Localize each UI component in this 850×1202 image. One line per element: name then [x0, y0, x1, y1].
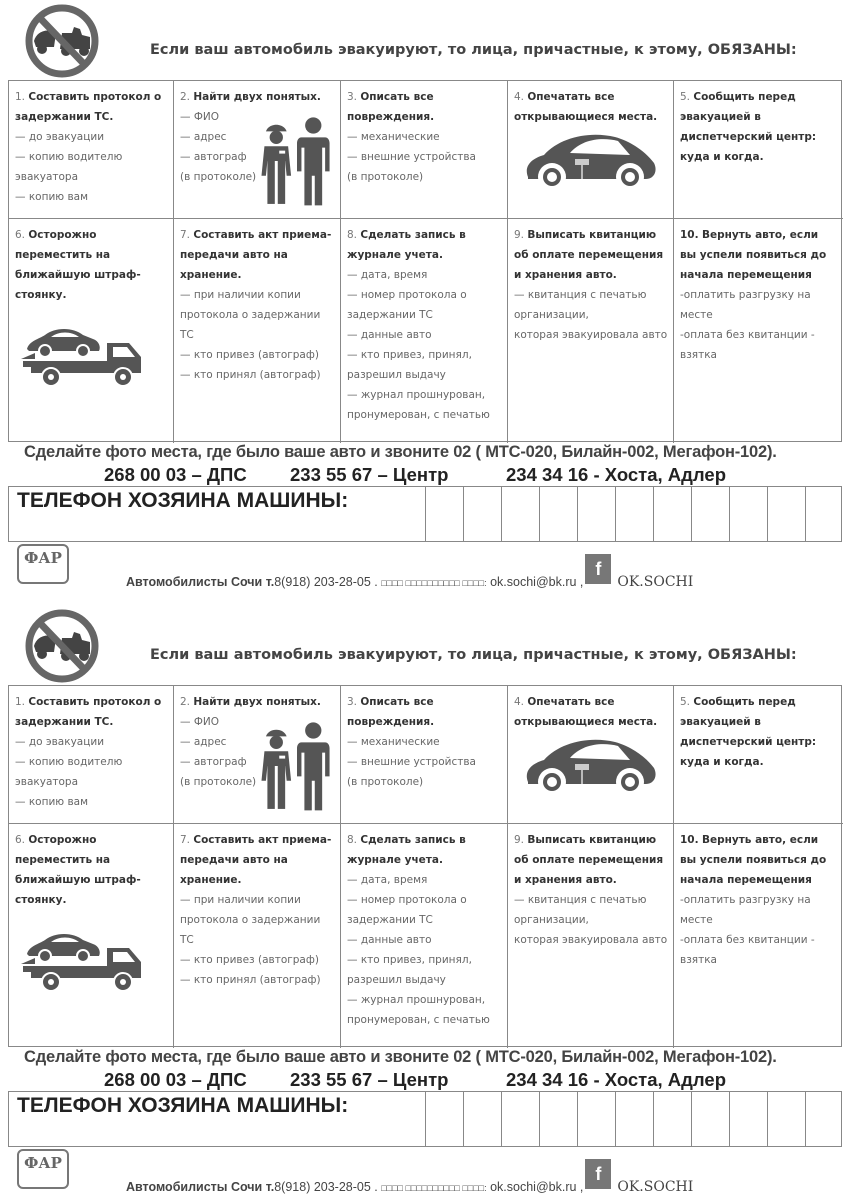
duty-number: 4.: [514, 91, 525, 103]
duty-number: 5.: [680, 696, 691, 708]
sealed-car-icon: [520, 732, 660, 803]
digit-box[interactable]: [425, 487, 463, 541]
digit-box[interactable]: [653, 1092, 691, 1146]
duty-detail: — адрес: [180, 131, 227, 143]
facebook-icon[interactable]: f: [585, 1159, 611, 1189]
duty-cell-10: [674, 219, 843, 443]
duty-detail: взятка: [680, 954, 717, 966]
duties-table: [8, 685, 842, 1047]
notice-block: [0, 0, 850, 597]
duty-detail: — кто привез, принял,: [347, 349, 472, 361]
tow-truck-icon: [21, 924, 146, 1001]
digit-box[interactable]: [729, 1092, 767, 1146]
duty-detail: — журнал прошнурован,: [347, 994, 486, 1006]
duty-detail: — номер протокола о: [347, 894, 467, 906]
duty-detail: которая эвакуировала авто: [514, 329, 668, 341]
duty-detail: — копию водителю: [15, 756, 123, 768]
duty-number: 2.: [180, 696, 191, 708]
notice-heading: Если ваш автомобиль эвакуируют, то лица, причастные, к этому, ОБЯЗАНЫ:: [150, 647, 797, 663]
duty-detail: -оплата без квитанции -: [680, 329, 815, 341]
duty-cell-5: [674, 81, 843, 219]
duty-cell-1: [9, 81, 174, 219]
digit-box[interactable]: [501, 1092, 539, 1146]
duty-title: Опечатать все открывающиеся места.: [514, 91, 658, 123]
duty-detail: — копию вам: [15, 796, 89, 808]
duty-number: 3.: [347, 696, 358, 708]
digit-box[interactable]: [463, 1092, 501, 1146]
notice-block: [0, 605, 850, 1202]
duty-detail: — автограф: [180, 151, 247, 163]
duty-detail: — данные авто: [347, 934, 432, 946]
duty-number: 1.: [15, 696, 26, 708]
duty-detail: — автограф: [180, 756, 247, 768]
duty-detail: разрешил выдачу: [347, 369, 446, 381]
duty-detail: разрешил выдачу: [347, 974, 446, 986]
footer-social[interactable]: OK.SOCHI: [617, 1179, 694, 1195]
duty-detail: — адрес: [180, 736, 227, 748]
duty-detail: — кто принял (автограф): [180, 974, 321, 986]
duty-detail: эвакуатора: [15, 171, 79, 183]
phone-khosta-adler: 234 34 16 - Хоста, Адлер: [506, 464, 727, 485]
digit-box[interactable]: [767, 1092, 805, 1146]
duty-detail: (в протоколе): [180, 171, 257, 183]
phone-center: 233 55 67 – Центр: [290, 1069, 449, 1090]
duty-title: Составить протокол о задержании ТС.: [15, 696, 162, 728]
digit-box[interactable]: [539, 1092, 577, 1146]
digit-box[interactable]: [577, 487, 615, 541]
footer-email[interactable]: ok.sochi@bk.ru ,: [490, 575, 584, 589]
duty-detail: — кто привез, принял,: [347, 954, 472, 966]
duty-detail: — кто принял (автограф): [180, 369, 321, 381]
duty-cell-4: [508, 686, 674, 824]
duty-detail: которая эвакуировала авто: [514, 934, 668, 946]
duty-detail: -оплатить разгрузку на: [680, 289, 811, 301]
duty-detail: — дата, время: [347, 269, 428, 281]
digit-box[interactable]: [577, 1092, 615, 1146]
duty-detail: — внешние устройства: [347, 756, 476, 768]
digit-box[interactable]: [691, 487, 729, 541]
duty-title: Осторожно переместить на ближайшую штраф-стоянку.: [15, 834, 141, 906]
duty-title: Составить акт приема-передачи авто на хранение.: [180, 834, 332, 886]
footer-garbled: □□□□ □□□□□□□□□□ □□□□:: [381, 1183, 487, 1193]
far-logo: ФАР: [17, 1149, 69, 1189]
duty-number: 8.: [347, 834, 358, 846]
duty-title: Сообщить перед эвакуацией в диспетчерский центр: куда и когда.: [680, 91, 817, 163]
digit-box[interactable]: [501, 487, 539, 541]
duty-detail: — ФИО: [180, 716, 219, 728]
digit-box[interactable]: [615, 1092, 653, 1146]
duty-detail: — при наличии копии: [180, 894, 301, 906]
duty-number: 4.: [514, 696, 525, 708]
duty-detail: протокола о задержании: [180, 914, 321, 926]
footer-garbled: □□□□ □□□□□□□□□□ □□□□:: [381, 578, 487, 588]
duty-cell-7: [174, 824, 341, 1048]
duty-title: Составить протокол о задержании ТС.: [15, 91, 162, 123]
no-towing-icon: [22, 3, 102, 79]
duty-cell-8: [341, 219, 508, 443]
duty-detail: месте: [680, 309, 713, 321]
digit-box[interactable]: [729, 487, 767, 541]
digit-box[interactable]: [805, 1092, 843, 1146]
duty-number: 10.: [680, 834, 699, 846]
digit-box[interactable]: [425, 1092, 463, 1146]
duty-number: 1.: [15, 91, 26, 103]
footer-email[interactable]: ok.sochi@bk.ru ,: [490, 1180, 584, 1194]
duty-detail: ТС: [180, 329, 194, 341]
notice-heading: Если ваш автомобиль эвакуируют, то лица, причастные, к этому, ОБЯЗАНЫ:: [150, 42, 797, 58]
duty-cell-7: [174, 219, 341, 443]
duty-detail: — внешние устройства: [347, 151, 476, 163]
phone-dps: 268 00 03 – ДПС: [104, 464, 247, 485]
duty-cell-9: [508, 219, 674, 443]
duty-number: 2.: [180, 91, 191, 103]
duty-cell-9: [508, 824, 674, 1048]
duty-number: 6.: [15, 834, 26, 846]
duty-detail: — кто привез (автограф): [180, 349, 319, 361]
duty-number: 8.: [347, 229, 358, 241]
duty-number: 3.: [347, 91, 358, 103]
digit-box[interactable]: [463, 487, 501, 541]
duty-detail: — при наличии копии: [180, 289, 301, 301]
duty-title: Выписать квитанцию об оплате перемещения и хранения авто.: [514, 229, 664, 281]
footer-phone: 8(918) 203-28-05 .: [274, 1180, 378, 1194]
duty-cell-2: [174, 686, 341, 824]
duty-detail: — данные авто: [347, 329, 432, 341]
duty-detail: пронумерован, с печатью: [347, 409, 490, 421]
duty-detail: ТС: [180, 934, 194, 946]
duty-title: Вернуть авто, если вы успели появиться до начала перемещения: [680, 229, 827, 281]
digit-box[interactable]: [691, 1092, 729, 1146]
duty-title: Описать все повреждения.: [347, 696, 435, 728]
facebook-icon[interactable]: f: [585, 554, 611, 584]
duty-detail: организации,: [514, 309, 589, 321]
sealed-car-icon: [520, 127, 660, 198]
footer-org: Автомобилисты Сочи т.: [126, 1180, 275, 1194]
duty-number: 9.: [514, 834, 525, 846]
duty-cell-4: [508, 81, 674, 219]
duty-detail: — дата, время: [347, 874, 428, 886]
duty-title: Сделать запись в журнале учета.: [347, 229, 466, 261]
phone-khosta-adler: 234 34 16 - Хоста, Адлер: [506, 1069, 727, 1090]
duty-number: 6.: [15, 229, 26, 241]
phone-center: 233 55 67 – Центр: [290, 464, 449, 485]
photo-note: Сделайте фото места, где было ваше авто и звоните 02 ( МТС-020, Билайн-002, Мегафон-102).: [24, 443, 777, 461]
duty-detail: -оплата без квитанции -: [680, 934, 815, 946]
digit-box[interactable]: [653, 487, 691, 541]
duty-title: Сообщить перед эвакуацией в диспетчерский центр: куда и когда.: [680, 696, 817, 768]
duty-number: 7.: [180, 229, 191, 241]
duty-number: 5.: [680, 91, 691, 103]
duty-detail: протокола о задержании: [180, 309, 321, 321]
duty-detail: — квитанция с печатью: [514, 289, 647, 301]
duty-detail: (в протоколе): [180, 776, 257, 788]
duty-detail: — копию водителю: [15, 151, 123, 163]
duty-title: Составить акт приема-передачи авто на хранение.: [180, 229, 332, 281]
duty-detail: (в протоколе): [347, 776, 424, 788]
duty-detail: — номер протокола о: [347, 289, 467, 301]
no-towing-icon: [22, 608, 102, 684]
duty-detail: — кто привез (автограф): [180, 954, 319, 966]
duty-detail: — копию вам: [15, 191, 89, 203]
duty-detail: задержании ТС: [347, 914, 433, 926]
footer-social[interactable]: OK.SOCHI: [617, 574, 694, 590]
duty-number: 10.: [680, 229, 699, 241]
tow-truck-icon: [21, 319, 146, 396]
duty-detail: (в протоколе): [347, 171, 424, 183]
duty-cell-6: [9, 219, 174, 443]
duty-title: Описать все повреждения.: [347, 91, 435, 123]
digit-box[interactable]: [767, 487, 805, 541]
duty-cell-10: [674, 824, 843, 1048]
duty-detail: организации,: [514, 914, 589, 926]
duty-detail: — до эвакуации: [15, 131, 105, 143]
photo-note: Сделайте фото места, где было ваше авто и звоните 02 ( МТС-020, Билайн-002, Мегафон-102).: [24, 1048, 777, 1066]
duty-detail: взятка: [680, 349, 717, 361]
duty-detail: — механические: [347, 736, 440, 748]
duty-detail: — квитанция с печатью: [514, 894, 647, 906]
duty-title: Найти двух понятых.: [193, 696, 321, 708]
duty-cell-1: [9, 686, 174, 824]
duty-title: Выписать квитанцию об оплате перемещения и хранения авто.: [514, 834, 664, 886]
duty-detail: — ФИО: [180, 111, 219, 123]
footer-phone: 8(918) 203-28-05 .: [274, 575, 378, 589]
duty-title: Сделать запись в журнале учета.: [347, 834, 466, 866]
duty-cell-2: [174, 81, 341, 219]
duty-detail: — до эвакуации: [15, 736, 105, 748]
duty-detail: задержании ТС: [347, 309, 433, 321]
duty-number: 9.: [514, 229, 525, 241]
duty-title: Опечатать все открывающиеся места.: [514, 696, 658, 728]
footer-org: Автомобилисты Сочи т.: [126, 575, 275, 589]
footer-contacts: [126, 560, 693, 590]
duty-title: Найти двух понятых.: [193, 91, 321, 103]
owner-phone-label: ТЕЛЕФОН ХОЗЯИНА МАШИНЫ:: [17, 1094, 349, 1117]
duty-cell-8: [341, 824, 508, 1048]
duty-title: Вернуть авто, если вы успели появиться до начала перемещения: [680, 834, 827, 886]
duty-cell-5: [674, 686, 843, 824]
duty-number: 7.: [180, 834, 191, 846]
duty-detail: эвакуатора: [15, 776, 79, 788]
owner-phone-label: ТЕЛЕФОН ХОЗЯИНА МАШИНЫ:: [17, 489, 349, 512]
phone-dps: 268 00 03 – ДПС: [104, 1069, 247, 1090]
duties-table: [8, 80, 842, 442]
duty-detail: месте: [680, 914, 713, 926]
digit-box[interactable]: [539, 487, 577, 541]
duty-detail: — механические: [347, 131, 440, 143]
digit-box[interactable]: [805, 487, 843, 541]
digit-box[interactable]: [615, 487, 653, 541]
duty-detail: — журнал прошнурован,: [347, 389, 486, 401]
far-logo: ФАР: [17, 544, 69, 584]
duty-cell-3: [341, 81, 508, 219]
footer-contacts: [126, 1165, 693, 1195]
owner-phone-field[interactable]: [8, 1091, 842, 1147]
duty-title: Осторожно переместить на ближайшую штраф-стоянку.: [15, 229, 141, 301]
duty-cell-6: [9, 824, 174, 1048]
duty-detail: пронумерован, с печатью: [347, 1014, 490, 1026]
owner-phone-field[interactable]: [8, 486, 842, 542]
duty-detail: -оплатить разгрузку на: [680, 894, 811, 906]
duty-cell-3: [341, 686, 508, 824]
